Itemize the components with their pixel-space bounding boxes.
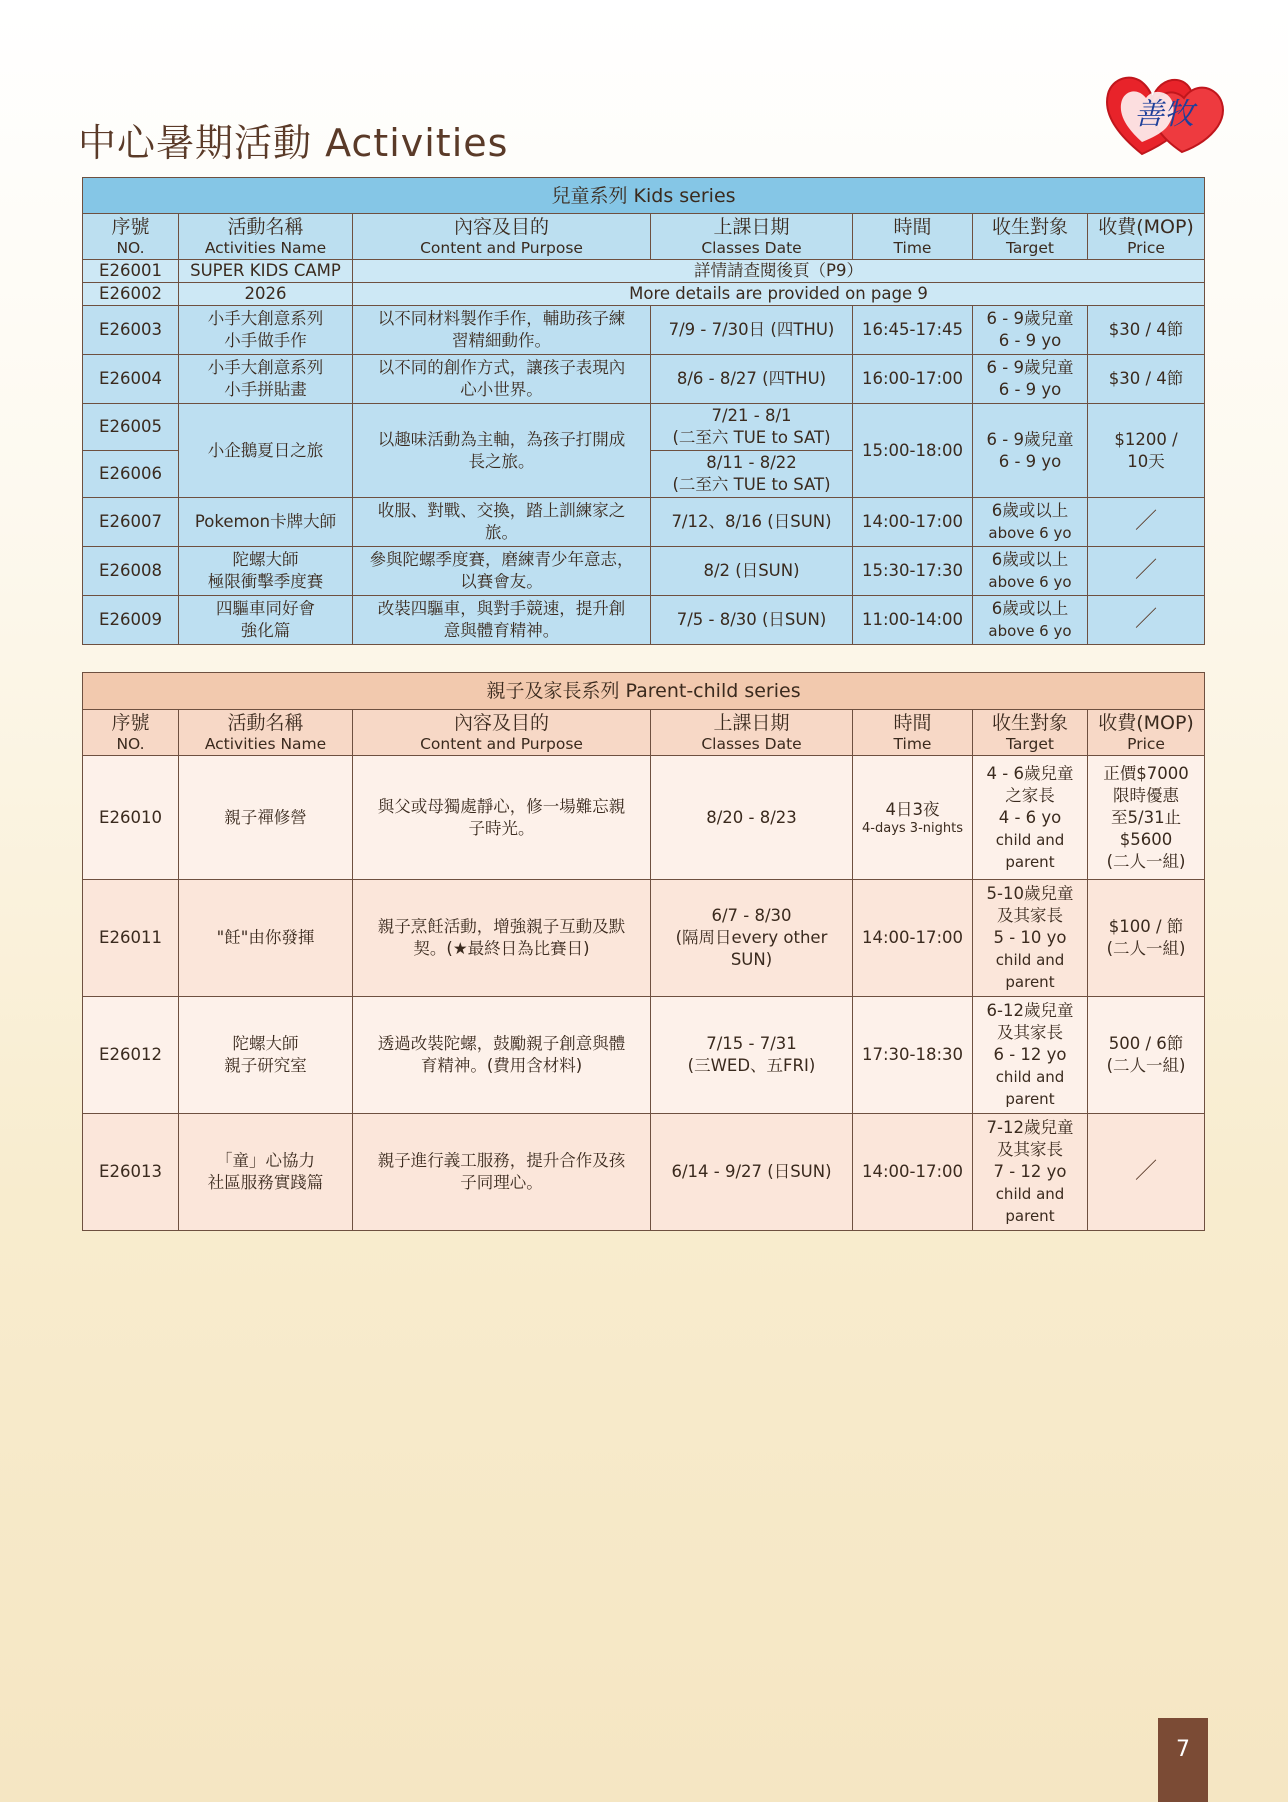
cell-text: 5 - 10 yo	[993, 928, 1067, 947]
cell-text: 7 - 12 yo	[993, 1162, 1067, 1181]
table-cell: E26002	[83, 283, 179, 306]
cell-text: parent	[1005, 1207, 1055, 1225]
table-cell: 8/6 - 8/27 (四THU)	[651, 355, 853, 404]
col-name-header	[179, 214, 353, 260]
page-title: 中心暑期活動 Activities	[78, 121, 509, 165]
parent-series-header: 親子及家長系列 Parent-child series	[83, 673, 1205, 710]
cell-text: 親子烹飪活動，增強親子互動及默	[377, 917, 626, 936]
table-cell	[353, 498, 651, 547]
table-cell	[973, 880, 1088, 997]
cell-text: 限時優惠	[1113, 785, 1180, 805]
table-cell	[651, 997, 853, 1114]
cell-text: 陀螺大師	[232, 550, 299, 569]
cell-text: above 6 yo	[988, 573, 1072, 591]
cell-text: 6 - 9 yo	[998, 331, 1062, 350]
table-row	[83, 355, 1205, 404]
cell-text: above 6 yo	[988, 524, 1072, 542]
table-cell	[179, 306, 353, 355]
table-row	[83, 880, 1205, 997]
cell-text: 收費(MOP)	[1098, 711, 1194, 734]
camp-details-en: More details are provided on page 9	[353, 283, 1205, 306]
cell-text: 6 - 9歲兒童	[986, 309, 1074, 328]
table-row	[83, 997, 1205, 1114]
parent-column-headers	[83, 710, 1205, 756]
cell-text: 內容及目的	[453, 711, 549, 734]
table-cell	[973, 756, 1088, 880]
table-cell	[353, 404, 651, 498]
cell-text: 陀螺大師	[232, 1034, 299, 1053]
cell-text: 收生對象	[991, 711, 1068, 734]
cell-text: 6 - 9 yo	[998, 451, 1062, 471]
cell-text: 透過改裝陀螺，鼓勵親子創意與體	[377, 1034, 626, 1053]
cell-text: Target	[1006, 734, 1054, 753]
table-cell	[353, 596, 651, 645]
cell-text: 及其家長	[997, 1023, 1063, 1042]
table-cell: 14:00-17:00	[853, 1114, 973, 1231]
table-cell: 8/20 - 8/23	[651, 756, 853, 880]
cell-text: 至5/31止	[1111, 807, 1182, 827]
cell-text: 序號	[111, 215, 150, 238]
table-cell: E26009	[83, 596, 179, 645]
kids-column-headers	[83, 214, 1205, 260]
table-cell: 7/9 - 7/30日 (四THU)	[651, 306, 853, 355]
cell-text: 6 - 9歲兒童	[986, 429, 1074, 449]
col-target-header	[973, 214, 1088, 260]
cell-text: parent	[1005, 852, 1055, 871]
cell-text: 6歲或以上	[991, 550, 1069, 569]
cell-text: 育精神。(費用含材料)	[420, 1056, 583, 1075]
kids-series-table	[82, 177, 1205, 645]
cell-text: 6歲或以上	[991, 599, 1069, 618]
page-number: 7	[1158, 1718, 1208, 1802]
table-cell: 16:00-17:00	[853, 355, 973, 404]
table-cell: 小企鵝夏日之旅	[179, 404, 353, 498]
col-name-header	[179, 710, 353, 756]
table-cell	[353, 756, 651, 880]
col-date-header	[651, 710, 853, 756]
cell-text: $1200 /	[1114, 429, 1178, 449]
cell-text: $100 / 節	[1108, 917, 1184, 936]
table-cell	[1088, 404, 1205, 498]
cell-text: Target	[1006, 238, 1054, 257]
cell-text: Price	[1127, 238, 1165, 257]
cell-text: 收服、對戰、交換，踏上訓練家之	[377, 501, 626, 520]
table-cell: 14:00-17:00	[853, 498, 973, 547]
cell-text: 6歲或以上	[991, 501, 1069, 520]
good-shepherd-logo	[1102, 66, 1232, 160]
cell-text: Activities Name	[204, 238, 327, 257]
cell-text: 以趣味活動為主軸，為孩子打開成	[377, 429, 626, 449]
table-row	[83, 547, 1205, 596]
table-cell: E26008	[83, 547, 179, 596]
cell-text: 親子研究室	[224, 1056, 307, 1075]
table-cell	[179, 355, 353, 404]
cell-text: 社區服務實踐篇	[207, 1173, 324, 1192]
table-row	[83, 756, 1205, 880]
cell-text: (二人一組)	[1106, 1056, 1186, 1075]
table-cell	[179, 596, 353, 645]
table-row	[83, 260, 1205, 283]
table-cell: E26003	[83, 306, 179, 355]
table-cell: 8/2 (日SUN)	[651, 547, 853, 596]
table-row	[83, 596, 1205, 645]
cell-text: $5600	[1119, 829, 1173, 849]
cell-text: 時間	[893, 711, 932, 734]
col-content-header	[353, 710, 651, 756]
table-cell: 2026	[179, 283, 353, 306]
table-cell	[973, 997, 1088, 1114]
cell-text: 強化篇	[240, 621, 291, 640]
cell-text: parent	[1005, 1090, 1055, 1108]
cell-text: child and	[995, 1068, 1065, 1086]
cell-text: child and	[995, 951, 1065, 969]
cell-text: Classes Date	[701, 238, 802, 257]
table-cell: E26011	[83, 880, 179, 997]
table-cell: 11:00-14:00	[853, 596, 973, 645]
table-cell: 16:45-17:45	[853, 306, 973, 355]
table-cell: E26001	[83, 260, 179, 283]
col-time-header	[853, 710, 973, 756]
table-cell	[1088, 756, 1205, 880]
cell-text: 10天	[1127, 451, 1165, 471]
cell-text: Content and Purpose	[420, 734, 583, 753]
cell-text: 親子進行義工服務，提升合作及孩	[377, 1151, 626, 1170]
table-cell: 15:30-17:30	[853, 547, 973, 596]
table-cell	[973, 1114, 1088, 1231]
cell-text: 4 - 6 yo	[998, 807, 1062, 827]
cell-text: 習精細動作。	[452, 331, 551, 350]
table-cell	[179, 1114, 353, 1231]
cell-text: 上課日期	[713, 711, 790, 734]
table-cell: E26005	[83, 404, 179, 451]
table-cell: 親子禪修營	[179, 756, 353, 880]
cell-text: 之家長	[1005, 785, 1055, 805]
cell-text: 6 - 12 yo	[993, 1045, 1067, 1064]
table-cell: ／	[1088, 1114, 1205, 1231]
table-cell	[179, 997, 353, 1114]
cell-text: Time	[893, 238, 932, 257]
cell-text: 6/7 - 8/30	[711, 906, 792, 925]
table-cell: 15:00-18:00	[853, 404, 973, 498]
cell-text: 意與體育精神。	[443, 621, 560, 640]
table-cell	[353, 880, 651, 997]
table-cell: SUPER KIDS CAMP	[179, 260, 353, 283]
cell-text: 正價$7000	[1103, 763, 1189, 783]
cell-text: 參與陀螺季度賽，磨練青少年意志，	[369, 550, 634, 569]
cell-text: 5-10歲兒童	[986, 884, 1074, 903]
cell-text: 四驅車同好會	[216, 599, 315, 618]
cell-text: 活動名稱	[227, 215, 304, 238]
kids-series-header: 兒童系列 Kids series	[83, 178, 1205, 214]
cell-text: 小手拼貼畫	[224, 380, 307, 399]
table-row	[83, 1114, 1205, 1231]
cell-text: 子時光。	[468, 818, 535, 838]
col-price-header	[1088, 710, 1205, 756]
table-cell: E26004	[83, 355, 179, 404]
cell-text: Time	[893, 734, 932, 753]
logo-text: 善牧	[1134, 97, 1194, 132]
cell-text: 及其家長	[997, 1140, 1063, 1159]
col-time-header	[853, 214, 973, 260]
cell-text: (二至六 TUE to SAT)	[672, 475, 831, 494]
cell-text: 4-days 3-nights	[862, 820, 963, 836]
table-cell	[1088, 997, 1205, 1114]
table-cell	[353, 355, 651, 404]
table-cell	[973, 596, 1088, 645]
cell-text: 活動名稱	[227, 711, 304, 734]
cell-text: 子同理心。	[460, 1173, 543, 1192]
cell-text: (二至六 TUE to SAT)	[672, 428, 831, 447]
table-cell: E26010	[83, 756, 179, 880]
cell-text: 小手大創意系列	[207, 309, 324, 328]
table-cell: E26013	[83, 1114, 179, 1231]
cell-text: 7-12歲兒童	[986, 1118, 1074, 1137]
cell-text: 小手做手作	[224, 331, 307, 350]
col-date-header	[651, 214, 853, 260]
cell-text: parent	[1005, 973, 1055, 991]
cell-text: 7/21 - 8/1	[711, 406, 792, 425]
cell-text: NO.	[116, 238, 145, 257]
cell-text: 改裝四驅車，與對手競速，提升創	[377, 599, 626, 618]
cell-text: 旅。	[485, 523, 518, 542]
cell-text: 契。(★最終日為比賽日)	[413, 939, 590, 958]
table-row	[83, 404, 1205, 451]
table-cell	[353, 1114, 651, 1231]
cell-text	[83, 178, 1205, 214]
cell-text: 500 / 6節	[1108, 1034, 1184, 1053]
table-cell	[651, 880, 853, 997]
cell-text: above 6 yo	[988, 622, 1072, 640]
cell-text: NO.	[116, 734, 145, 753]
cell-text: Price	[1127, 734, 1165, 753]
table-cell	[353, 306, 651, 355]
cell-text: (二人一組)	[1106, 851, 1186, 871]
table-cell: $30 / 4節	[1088, 306, 1205, 355]
cell-text: 上課日期	[713, 215, 790, 238]
table-cell: ／	[1088, 547, 1205, 596]
table-cell: $30 / 4節	[1088, 355, 1205, 404]
cell-text: 6 - 9 yo	[998, 380, 1062, 399]
cell-text: child and	[995, 1185, 1065, 1203]
cell-text: 8/11 - 8/22	[706, 453, 797, 472]
cell-text: 心小世界。	[460, 380, 543, 399]
cell-text: Classes Date	[701, 734, 802, 753]
table-cell: 6/14 - 9/27 (日SUN)	[651, 1114, 853, 1231]
cell-text: 「童」心協力	[216, 1151, 315, 1170]
table-cell: ／	[1088, 596, 1205, 645]
table-cell	[353, 997, 651, 1114]
cell-text: child and	[995, 830, 1065, 849]
table-row	[83, 283, 1205, 306]
table-cell	[179, 547, 353, 596]
cell-text: (三WED、五FRI)	[687, 1056, 816, 1075]
table-cell	[853, 756, 973, 880]
cell-text: 與父或母獨處靜心，修一場難忘親	[377, 796, 626, 816]
table-cell: Pokemon卡牌大師	[179, 498, 353, 547]
cell-text: 時間	[893, 215, 932, 238]
col-no-header	[83, 710, 179, 756]
cell-text	[83, 673, 1205, 710]
cell-text: 極限衝擊季度賽	[207, 572, 324, 591]
cell-text: SUN)	[730, 950, 773, 969]
cell-text: 收生對象	[991, 215, 1068, 238]
col-content-header	[353, 214, 651, 260]
table-cell: E26007	[83, 498, 179, 547]
table-cell	[651, 451, 853, 498]
table-cell	[1088, 880, 1205, 997]
table-cell: 17:30-18:30	[853, 997, 973, 1114]
cell-text: 以不同的創作方式，讓孩子表現內	[377, 358, 626, 377]
table-row	[83, 306, 1205, 355]
table-cell	[973, 355, 1088, 404]
cell-text: 長之旅。	[468, 451, 535, 471]
cell-text: 內容及目的	[453, 215, 549, 238]
cell-text: 6-12歲兒童	[986, 1001, 1074, 1020]
table-cell: ／	[1088, 498, 1205, 547]
cell-text: Activities Name	[204, 734, 327, 753]
cell-text: 以賽會友。	[460, 572, 543, 591]
cell-text: 6 - 9歲兒童	[986, 358, 1074, 377]
parent-child-series-table	[82, 672, 1205, 1231]
table-cell: 14:00-17:00	[853, 880, 973, 997]
cell-text: 以不同材料製作手作，輔助孩子練	[377, 309, 626, 328]
cell-text: 4日3夜	[885, 799, 940, 819]
table-cell: 7/12、8/16 (日SUN)	[651, 498, 853, 547]
table-row	[83, 498, 1205, 547]
camp-details-zh: 詳情請查閱後頁（P9）	[353, 260, 1205, 283]
table-cell	[973, 404, 1088, 498]
cell-text: 及其家長	[997, 906, 1063, 925]
table-cell	[353, 547, 651, 596]
col-no-header	[83, 214, 179, 260]
cell-text: (二人一組)	[1106, 939, 1186, 958]
cell-text: (隔周日every other	[675, 928, 828, 947]
col-target-header	[973, 710, 1088, 756]
table-cell	[973, 498, 1088, 547]
table-cell: "飪"由你發揮	[179, 880, 353, 997]
table-cell	[973, 547, 1088, 596]
cell-text: 小手大創意系列	[207, 358, 324, 377]
table-cell: E26012	[83, 997, 179, 1114]
col-price-header	[1088, 214, 1205, 260]
cell-text: 7/15 - 7/31	[706, 1034, 797, 1053]
table-cell: 7/5 - 8/30 (日SUN)	[651, 596, 853, 645]
cell-text: 收費(MOP)	[1098, 215, 1194, 238]
table-cell	[651, 404, 853, 451]
table-cell	[973, 306, 1088, 355]
table-cell: E26006	[83, 451, 179, 498]
cell-text: 4 - 6歲兒童	[986, 763, 1074, 783]
cell-text: 序號	[111, 711, 150, 734]
cell-text: Content and Purpose	[420, 238, 583, 257]
